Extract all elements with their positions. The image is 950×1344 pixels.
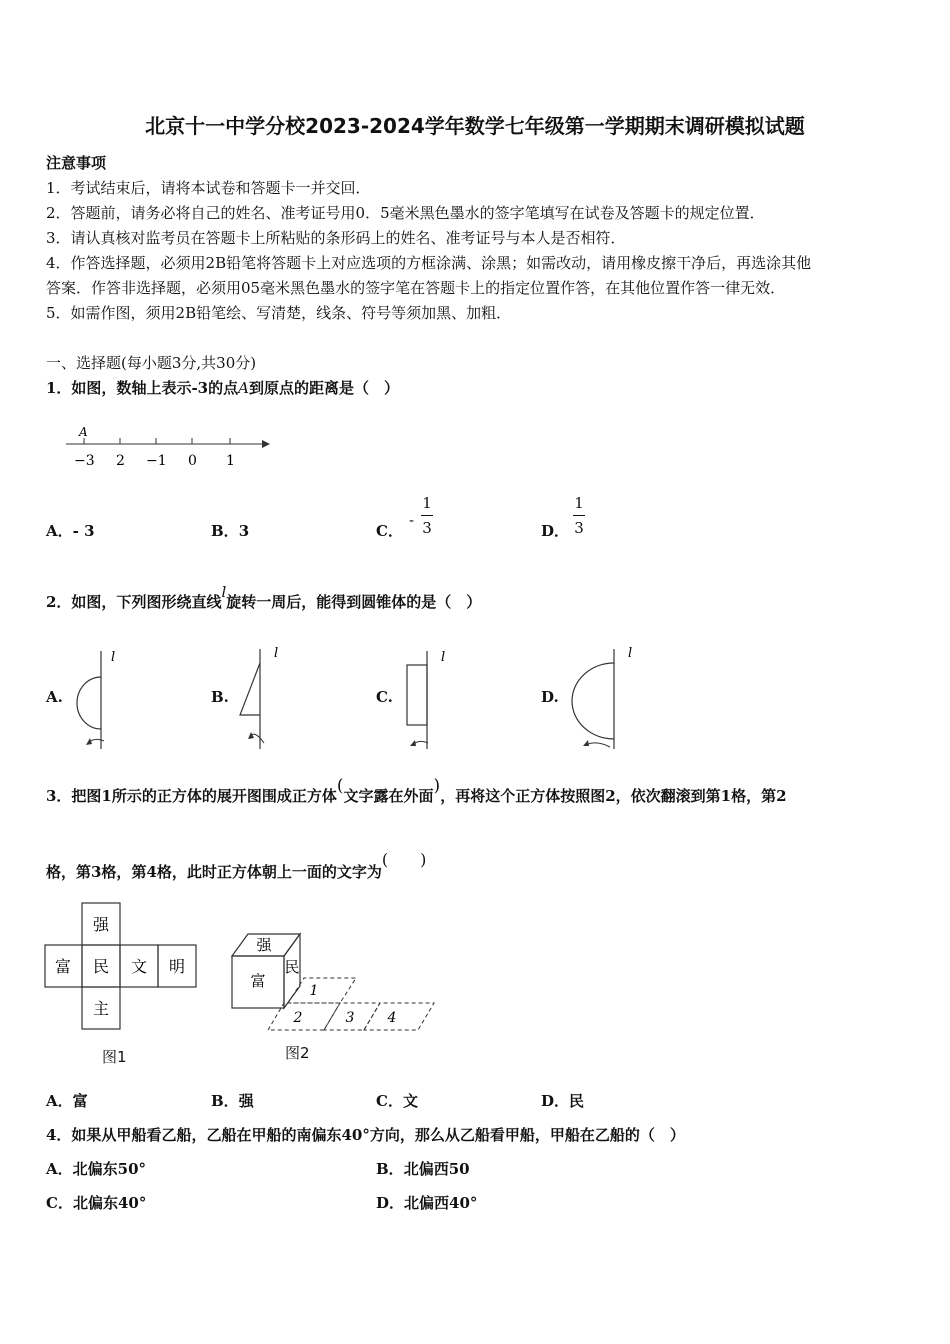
- option-label: C．: [46, 1194, 73, 1212]
- axis-label-l: l: [274, 646, 279, 661]
- q1-option-b[interactable]: [211, 520, 249, 541]
- q1-option-d-numerator: 1: [574, 494, 584, 512]
- axis-tick-label: 2: [116, 453, 125, 469]
- q1-option-c-denominator: 3: [422, 519, 432, 537]
- answer-blank: ( ): [381, 850, 427, 869]
- cube-roll-figure: [228, 928, 448, 1043]
- option-label: B．: [376, 1160, 404, 1178]
- figure1-caption: 图1: [102, 1048, 127, 1066]
- notice-item: 1．考试结束后，请将本试卷和答题卡一并交回．: [46, 179, 371, 197]
- net-face-center: 民: [92, 957, 110, 976]
- notice-item: 2．答题前，请务必将自己的姓名、准考证号用0．5毫米黑色墨水的签字笔填写在试卷及答题卡的规定位置．: [46, 204, 765, 222]
- page-title: 北京十一中学分校2023-2024学年数学七年级第一学期期末调研模拟试题: [145, 114, 805, 138]
- axis-tick-label: 1: [226, 453, 235, 469]
- cube-face-side: 民: [284, 958, 300, 976]
- q2-option-c[interactable]: C.: [376, 688, 393, 706]
- net-face-top: 强: [92, 915, 110, 934]
- fraction-bar: [573, 515, 585, 516]
- q1-option-c-numerator: 1: [422, 494, 432, 512]
- option-value: 富: [72, 1092, 88, 1110]
- q4-stem: 4．如果从甲船看乙船，乙船在甲船的南偏东40°方向，那么从乙船看甲船，甲船在乙船的（ ）: [46, 1126, 685, 1144]
- option-label: C．: [376, 1092, 403, 1110]
- notice-item: 5．如需作图，须用2B铅笔绘、写清楚，线条、符号等须加黑、加粗．: [46, 304, 512, 322]
- axis-label-l: l: [628, 646, 633, 661]
- axis-label-l: l: [111, 650, 116, 665]
- q3-stem-part: 格，第3格，第4格，此时正方体朝上一面的文字为: [46, 863, 382, 881]
- option-value: - 3: [72, 522, 95, 540]
- option-label: A．: [46, 1092, 73, 1110]
- q3-option-d[interactable]: [541, 1090, 584, 1111]
- axis-tick-label: −1: [146, 453, 167, 469]
- q3-stem-part: 3．把图1所示的正方体的展开图围成正方体: [46, 787, 337, 805]
- notice-item: 3．请认真核对监考员在答题卡上所粘贴的条形码上的姓名、准考证号与本人是否相符．: [46, 229, 626, 247]
- net-face-right1: 文: [130, 957, 148, 976]
- axis-tick-label: 0: [188, 453, 197, 469]
- q3-option-c[interactable]: [376, 1090, 418, 1111]
- q3-stem-line1: [46, 776, 787, 806]
- option-value: 北偏西40°: [404, 1194, 478, 1212]
- paren: (: [336, 776, 344, 796]
- q1-option-c-sign: -: [409, 511, 415, 529]
- q1-option-d[interactable]: [541, 520, 569, 541]
- q4-option-c[interactable]: [46, 1192, 146, 1213]
- q3-option-a[interactable]: [46, 1090, 88, 1111]
- q4-option-b[interactable]: [376, 1158, 470, 1179]
- q2-figure-c: [400, 645, 460, 755]
- q2-option-a[interactable]: A.: [46, 688, 63, 706]
- grid-cell-label: 4: [387, 1010, 397, 1026]
- option-value: 强: [238, 1092, 254, 1110]
- net-face-bottom: 主: [92, 999, 110, 1018]
- net-face-left: 富: [54, 957, 72, 976]
- number-line-figure: [62, 422, 282, 472]
- option-label: B．: [211, 1092, 239, 1110]
- cube-net-figure: [44, 902, 204, 1037]
- option-label: A．: [46, 522, 73, 540]
- option-value: 民: [569, 1092, 585, 1110]
- q2-stem-a: 2．如图，下列图形绕直线: [46, 593, 222, 611]
- section-heading: 一、选择题(每小题3分,共30分): [46, 354, 257, 372]
- axis-point-label: A: [79, 425, 88, 439]
- option-label: A．: [46, 1160, 73, 1178]
- q3-option-b[interactable]: [211, 1090, 254, 1111]
- option-value: 文: [402, 1092, 418, 1110]
- q1-option-a[interactable]: [46, 520, 95, 541]
- q2-figure-b: [234, 643, 294, 753]
- option-label: B．: [211, 522, 239, 540]
- grid-cell-label: 3: [345, 1010, 355, 1026]
- figure2-caption: 图2: [285, 1044, 310, 1062]
- q2-stem: [46, 583, 482, 612]
- option-label: D．: [376, 1194, 405, 1212]
- cube-face-top: 强: [256, 936, 272, 954]
- q1-option-c[interactable]: [376, 520, 403, 541]
- q3-stem-line2: [46, 850, 427, 882]
- paren: ): [433, 776, 441, 796]
- q2-figure-a: [70, 645, 130, 755]
- q1-stem: [46, 377, 399, 398]
- notice-item: 4．作答选择题，必须用2B铅笔将答题卡上对应选项的方框涂满、涂黑；如需改动，请用橡皮擦干净后，再选涂其他: [46, 254, 812, 272]
- option-value: 3: [238, 522, 250, 540]
- q1-stem-a: 1．如图，数轴上表示-3的点: [46, 379, 239, 397]
- option-value: 北偏西50: [403, 1160, 470, 1178]
- option-label: C．: [376, 522, 403, 540]
- option-value: 北偏东50°: [72, 1160, 147, 1178]
- axis-label-l: l: [441, 650, 446, 665]
- q1-stem-b: 到原点的距离是（ ）: [248, 379, 399, 397]
- q2-option-b[interactable]: B.: [211, 688, 229, 706]
- q2-stem-b: 旋转一周后，能得到圆锥体的是（ ）: [226, 593, 482, 611]
- q2-figure-d: [568, 643, 638, 753]
- grid-cell-label: 2: [293, 1010, 303, 1026]
- q4-option-a[interactable]: [46, 1158, 146, 1179]
- q3-stem-part: 文字露在外面: [343, 787, 434, 805]
- q4-option-d[interactable]: [376, 1192, 477, 1213]
- axis-tick-label: −3: [74, 453, 95, 469]
- q1-point-var: A: [238, 379, 249, 397]
- q1-option-d-denominator: 3: [574, 519, 584, 537]
- q2-line-var: l: [221, 583, 227, 601]
- option-value: 北偏东40°: [72, 1194, 147, 1212]
- fraction-bar: [421, 515, 433, 516]
- notice-item: 答案．作答非选择题，必须用05毫米黑色墨水的签字笔在答题卡上的指定位置作答，在其他位置作答一律无效．: [46, 279, 786, 297]
- cube-face-front: 富: [250, 972, 266, 990]
- q3-stem-part: ，再将这个正方体按照图2，依次翻滚到第1格，第2: [440, 787, 787, 805]
- net-face-right2: 明: [168, 957, 186, 976]
- q2-option-d[interactable]: D.: [541, 688, 559, 706]
- option-label: D．: [541, 1092, 570, 1110]
- notice-heading: 注意事项: [46, 154, 107, 172]
- grid-cell-label: 1: [309, 983, 319, 999]
- option-label: D．: [541, 522, 570, 540]
